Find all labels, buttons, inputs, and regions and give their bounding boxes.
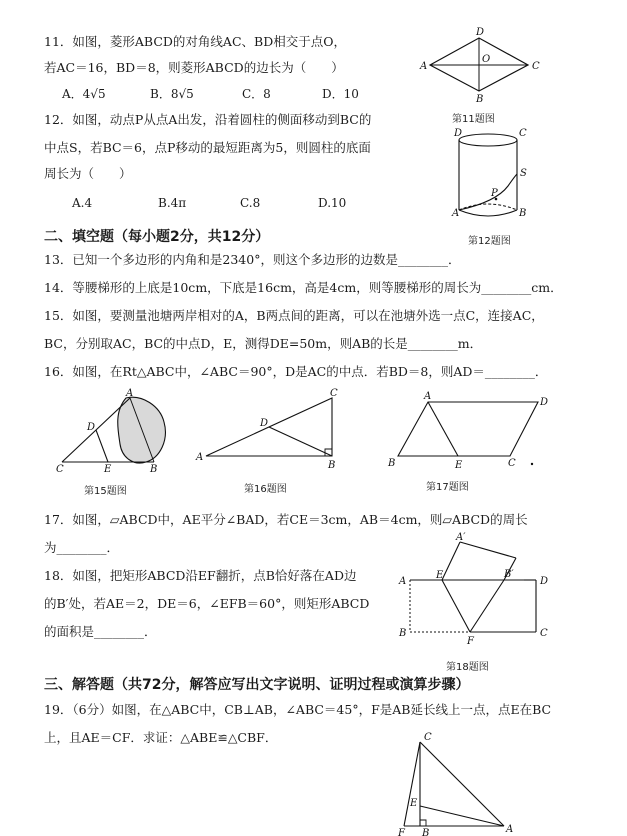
fig16-label-d: D bbox=[260, 418, 269, 429]
q12-label-a: A bbox=[452, 208, 460, 219]
q19-label-e: E bbox=[410, 798, 418, 809]
q17-line2: 为________． bbox=[44, 540, 120, 555]
q12-option-c: C.8 bbox=[240, 196, 261, 210]
fig16-label-c: C bbox=[330, 388, 338, 399]
q12-option-d: D.10 bbox=[318, 196, 347, 210]
fig15-caption: 第15题图 bbox=[84, 486, 127, 497]
fig15-label-d: D bbox=[87, 422, 96, 433]
q18-line1: 18．如图，把矩形ABCD沿EF翻折，点B恰好落在AD边 bbox=[44, 568, 357, 583]
q11-caption: 第11题图 bbox=[452, 114, 495, 125]
q18-line2: 的B′处，若AE＝2，DE＝6，∠EFB＝60°，则矩形ABCD bbox=[44, 596, 370, 611]
q11-line2: 若AC＝16，BD＝8，则菱形ABCD的边长为（ ） bbox=[44, 60, 344, 75]
fig17-parallelogram-figure bbox=[386, 391, 556, 471]
q19-label-f: F bbox=[398, 828, 405, 836]
q19-line1: 19．（6分）如图，在△ABC中，CB⊥AB，∠ABC＝45°，F是AB延长线上一点，点E在BC bbox=[44, 702, 552, 717]
q12-option-b: B.4π bbox=[158, 196, 187, 210]
q18-rectangle-fold-figure bbox=[396, 532, 556, 650]
q19-label-c: C bbox=[424, 732, 432, 743]
q18-label-d: D bbox=[540, 576, 549, 587]
section-3-heading: 三、解答题（共72分，解答应写出文字说明、证明过程或演算步骤） bbox=[44, 677, 470, 693]
q19-label-b: B bbox=[422, 828, 430, 836]
q12-option-a: A.4 bbox=[72, 196, 93, 210]
q18-label-b: B bbox=[399, 628, 407, 639]
q11-line1: 11．如图，菱形ABCD的对角线AC、BD相交于点O， bbox=[44, 34, 346, 49]
fig17-label-c: C bbox=[508, 458, 516, 469]
fig15-label-e: E bbox=[104, 464, 112, 475]
q19-line2: 上，且AE＝CF．求证：△ABE≌△CBF． bbox=[44, 730, 278, 745]
q12-label-b: B bbox=[519, 208, 527, 219]
q19-triangle-figure bbox=[392, 730, 522, 836]
fig17-label-b: B bbox=[388, 458, 396, 469]
fig16-triangle-figure bbox=[196, 388, 346, 471]
fig16-label-b: B bbox=[328, 460, 336, 471]
q15-line1: 15．如图，要测量池塘两岸相对的A，B两点间的距离，可以在池塘外选一点C，连接AC， bbox=[44, 308, 544, 323]
q18-label-b-prime: B′ bbox=[504, 569, 514, 580]
fig17-caption: 第17题图 bbox=[426, 482, 469, 493]
q18-label-a: A bbox=[399, 576, 407, 587]
q11-option-d: D．10 bbox=[322, 87, 359, 101]
q19-label-a: A bbox=[506, 824, 514, 835]
fig15-label-a: A bbox=[126, 388, 134, 399]
q11-option-c: C．8 bbox=[242, 87, 271, 101]
q16-text: 16．如图，在Rt△ABC中，∠ABC＝90°，D是AC的中点．若BD＝8，则AD＝________． bbox=[44, 364, 548, 379]
q11-option-b: B．8√5 bbox=[150, 87, 194, 101]
q15-line2: BC，分别取AC，BC的中点D，E，测得DE=50m，则AB的长是________m． bbox=[44, 336, 483, 351]
q11-label-c: C bbox=[532, 61, 540, 72]
q12-line2: 中点S，若BC＝6，点P移动的最短距离为5，则圆柱的底面 bbox=[44, 140, 371, 155]
q11-rhombus-figure bbox=[420, 28, 550, 108]
q18-caption: 第18题图 bbox=[446, 662, 489, 673]
fig15-label-b: B bbox=[150, 464, 158, 475]
q12-cylinder-figure bbox=[452, 128, 542, 224]
fig16-caption: 第16题图 bbox=[244, 484, 287, 495]
q13-text: 13．已知一个多边形的内角和是2340°，则这个多边形的边数是________． bbox=[44, 252, 461, 267]
q17-line1: 17．如图，▱ABCD中，AE平分∠BAD，若CE＝3cm，AB＝4cm，则▱ABCD的周长 bbox=[44, 512, 528, 527]
q11-option-a: A．4√5 bbox=[62, 87, 106, 101]
q12-label-d: D bbox=[454, 128, 463, 139]
fig17-label-e: E bbox=[455, 460, 463, 471]
fig15-label-c: C bbox=[56, 464, 64, 475]
q12-label-p: P bbox=[491, 188, 498, 199]
q12-label-c: C bbox=[519, 128, 527, 139]
q12-line1: 12．如图，动点P从点A出发，沿着圆柱的侧面移动到BC的 bbox=[44, 112, 372, 127]
q11-label-a: A bbox=[420, 61, 428, 72]
q18-label-f: F bbox=[467, 636, 474, 647]
fig15-pond-figure bbox=[56, 388, 176, 475]
section-2-heading: 二、填空题（每小题2分，共12分） bbox=[44, 229, 270, 245]
q12-caption: 第12题图 bbox=[468, 236, 511, 247]
q18-line3: 的面积是________． bbox=[44, 624, 157, 639]
fig16-label-a: A bbox=[196, 452, 204, 463]
q11-label-b: B bbox=[476, 94, 484, 105]
q11-label-o: O bbox=[482, 54, 491, 65]
q18-label-a-prime: A′ bbox=[456, 532, 466, 543]
q12-label-s: S bbox=[520, 168, 527, 179]
q18-label-e: E bbox=[436, 570, 444, 581]
fig17-label-a: A bbox=[424, 391, 432, 402]
fig17-label-d: D bbox=[540, 397, 549, 408]
q18-label-c: C bbox=[540, 628, 548, 639]
q11-label-d: D bbox=[476, 27, 485, 38]
q12-line3: 周长为（ ） bbox=[44, 166, 132, 181]
q14-text: 14．等腰梯形的上底是10cm，下底是16cm，高是4cm，则等腰梯形的周长为________cm． bbox=[44, 280, 563, 295]
